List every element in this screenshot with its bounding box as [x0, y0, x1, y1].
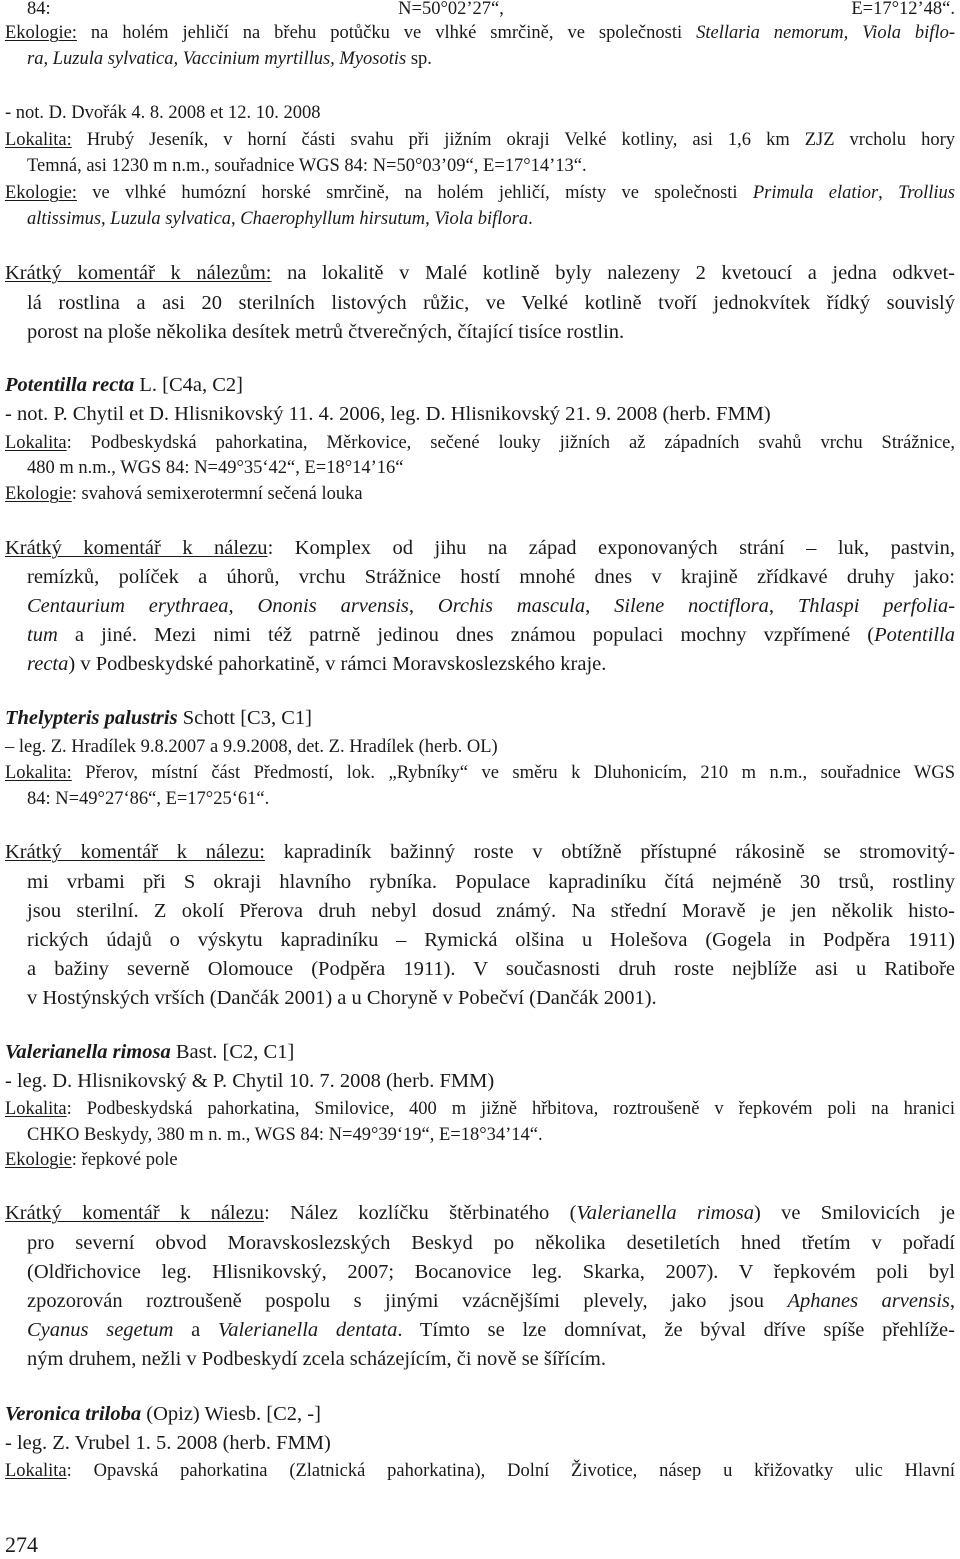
text-segment: 84: N=50°02’27“, E=17°12’48“. [27, 0, 955, 19]
text-segment: na lokalitě v Malé kotlině byly nalezeny 2 kvetoucí a jedna odkvet- [271, 262, 956, 284]
comment-line [27, 1262, 955, 1283]
comment-line [27, 625, 955, 646]
comment-line [27, 293, 955, 314]
text-segment: zpozorován roztroušeně pospolu s jinými vzácnějšími plevely, jako jsou [27, 1290, 788, 1312]
comment-line [27, 988, 657, 1009]
locality-line [5, 1462, 955, 1481]
comment-line [27, 322, 624, 343]
text-segment: . [528, 209, 533, 229]
ecology-line [5, 24, 955, 43]
text-segment: a jiné. Mezi nimi též patrně jedinou dnes známou populaci mochny vzpřímené ( [57, 624, 875, 646]
ecology-line [27, 210, 533, 229]
taxon-name: Veronica triloba [5, 1403, 142, 1425]
text-segment: pro severní obvod Moravskoslezských Beskyd po několika desetiletích hned třetím v pořadí [27, 1232, 955, 1254]
text-segment: - leg. Z. Vrubel 1. 5. 2008 (herb. FMM) [5, 1432, 331, 1454]
record-line [5, 738, 498, 757]
text-segment: lá rostlina a asi 20 sterilních listových růžic, ve Velké kotlině tvoří jednokvítek řídký souvislý [27, 292, 955, 314]
text-segment: ným druhem, nežli v Podbeskydí zcela scházejícím, či nově se šířícím. [27, 1348, 606, 1370]
text-segment: : řepkové pole [71, 1150, 178, 1170]
comment-line [27, 1320, 955, 1341]
text-segment: v Hostýnských vrších (Dančák 2001) a u Choryně v Pobečví (Dančák 2001). [27, 987, 657, 1009]
text-segment: ve vlhké humózní horské smrčině, na holém jehličí, místy ve společnosti [76, 183, 753, 203]
text-segment: . Tímto se lze domnívat, že býval dříve spíše přehlíže- [397, 1319, 955, 1341]
text-segment: porost na ploše několika desítek metrů čtverečných, čítající tisíce rostlin. [27, 321, 625, 343]
text-segment: , [585, 595, 615, 617]
text-segment: jsou sterilní. Z okolí Přerova druh nebyl dosud známý. Na střední Moravě je jen několik histo- [27, 900, 955, 922]
taxon-name: Viola biflora [434, 209, 529, 229]
locality-line [5, 1100, 955, 1119]
taxon-name: tum [27, 624, 58, 646]
taxon-name: Trollius [898, 183, 955, 203]
text-segment: , [101, 209, 111, 229]
locality-line [5, 764, 955, 783]
comment-line [27, 959, 955, 980]
taxon-name: Centaurium erythraea [27, 595, 229, 617]
text-segment: CHKO Beskydy, 380 m n. m., WGS 84: N=49°39‘19“, E=18°34’14“. [27, 1125, 543, 1145]
taxon-name: Aphanes arvensis [787, 1290, 950, 1312]
ecology-line [5, 485, 363, 504]
field-label: Krátký komentář k nálezům: [5, 262, 272, 284]
taxon-name: Ononis arvensis [257, 595, 409, 617]
species-heading [5, 1404, 321, 1425]
text-segment: : Komplex od jihu na západ exponovaných strání – luk, pastvin, [267, 537, 955, 559]
comment-line [5, 1203, 955, 1224]
field-label: Lokalita: [5, 130, 72, 150]
text-segment: – leg. Z. Hradílek 9.8.2007 a 9.9.2008, det. Z. Hradílek (herb. OL) [5, 737, 498, 757]
taxon-name: Potentilla recta [5, 374, 135, 396]
locality-line [27, 1126, 543, 1145]
text-segment: 84: N=49°27‘86“, E=17°25‘61“. [27, 789, 270, 809]
text-segment: , [231, 209, 241, 229]
text-segment: a bažiny severně Olomouce (Podpěra 1911). V současnosti druh roste nejblíže asi u Ratiboře [27, 958, 955, 980]
taxon-name: Valerianella dentata [217, 1319, 398, 1341]
taxon-name: Luzula sylvatica [110, 209, 232, 229]
record-line [5, 104, 321, 123]
text-segment: , [768, 595, 798, 617]
locality-line [27, 157, 587, 176]
field-label: Krátký komentář k nálezu: [5, 841, 265, 863]
taxon-name: Primula elatior [752, 183, 879, 203]
comment-line [5, 263, 955, 284]
taxon-name: Thelypteris palustris [5, 707, 178, 729]
comment-line [27, 930, 955, 951]
text-segment: kapradiník bažinný roste v obtížně přístupné rákosině se stromovitý- [264, 841, 955, 863]
text-segment: a [173, 1319, 218, 1341]
locality-line [5, 131, 955, 150]
comment-line [27, 872, 955, 893]
field-label: Lokalita: [5, 763, 72, 783]
field-label: Krátký komentář k nálezu [5, 1202, 265, 1224]
text-segment: : Podbeskydská pahorkatina, Smilovice, 400 m jižně hřbitova, roztroušeně v řepkovém poli na hranici [66, 1099, 955, 1119]
comment-line [27, 1233, 955, 1254]
page-number: 274 [5, 1532, 38, 1557]
coordinates-line [27, 0, 955, 19]
text-segment: , [408, 595, 438, 617]
text-segment: L. [C4a, C2] [134, 374, 243, 396]
taxon-name: Silene noctiflora [614, 595, 769, 617]
taxon-name: Cyanus segetum [27, 1319, 174, 1341]
taxon-name: Chaerophyllum hirsutum [240, 209, 426, 229]
text-segment: na holém jehličí na břehu potůčku ve vlhké smrčině, ve společnosti [76, 23, 697, 43]
text-segment: : Podbeskydská pahorkatina, Měrkovice, sečené louky jižních až západních svahů vrchu Strážnice, [66, 433, 955, 453]
text-segment: ) v Podbeskydské pahorkatině, v rámci Moravskoslezského kraje. [68, 653, 607, 675]
field-label: Lokalita [5, 433, 67, 453]
record-line [5, 1433, 331, 1454]
record-line [5, 404, 771, 425]
ecology-line [5, 184, 955, 203]
comment-line [27, 654, 606, 675]
text-segment: ) ve Smilovicích je [753, 1202, 955, 1224]
text-segment: , [878, 183, 899, 203]
text-segment: : Nález kozlíčku štěrbinatého ( [264, 1202, 577, 1224]
comment-line [27, 901, 955, 922]
text-segment: - leg. D. Hlisnikovský & P. Chytil 10. 7. 2008 (herb. FMM) [5, 1070, 495, 1092]
text-segment: - not. D. Dvořák 4. 8. 2008 et 12. 10. 2008 [5, 103, 321, 123]
taxon-name: Valerianella rimosa [576, 1202, 754, 1224]
comment-line [27, 1291, 955, 1312]
field-label: Ekologie [5, 1150, 72, 1170]
taxon-name: ra, Luzula sylvatica, Vaccinium myrtillus, Myosotis [27, 49, 407, 69]
taxon-name: Valerianella rimosa [5, 1041, 171, 1063]
comment-line [27, 567, 955, 588]
species-heading [5, 708, 312, 729]
locality-line [27, 790, 269, 809]
text-segment: rických údajů o výskytu kapradiníku – Rymická olšina u Holešova (Gogela in Podpěra 1911) [27, 929, 955, 951]
comment-line [5, 842, 955, 863]
text-segment: (Oldřichovice leg. Hlisnikovský, 2007; Bocanovice leg. Skarka, 2007). V řepkovém poli byl [27, 1261, 955, 1283]
locality-line [5, 434, 955, 453]
text-segment: mi vrbami při S okraji hlavního rybníka. Populace kapradiníku čítá nejméně 30 trsů, rostliny [27, 871, 955, 893]
field-label: Ekologie [5, 484, 72, 504]
text-segment: remízků, políček a úhorů, vrchu Strážnice hostí mnohé dnes v krajině zřídkavé druhy jako: [27, 566, 955, 588]
text-segment: Schott [C3, C1] [177, 707, 312, 729]
taxon-name: Potentilla [874, 624, 955, 646]
species-heading [5, 1042, 294, 1063]
field-label: Lokalita [5, 1099, 67, 1119]
field-label: Krátký komentář k nálezu [5, 537, 268, 559]
taxon-name: Thlaspi perfolia- [797, 595, 956, 617]
field-label: Ekologie: [5, 183, 77, 203]
species-heading [5, 375, 243, 396]
taxon-name: recta [27, 653, 69, 675]
text-segment: : Opavská pahorkatina (Zlatnická pahorkatina), Dolní Životice, násep u křižovatky ulic Hlavní [66, 1461, 955, 1481]
ecology-line [27, 50, 432, 69]
text-segment: 480 m n.m., WGS 84: N=49°35‘42“, E=18°14’16“ [27, 458, 404, 478]
text-segment: Temná, asi 1230 m n.m., souřadnice WGS 84: N=50°03’09“, E=17°14’13“. [27, 156, 587, 176]
text-segment: Přerov, místní část Předmostí, lok. „Rybníky“ ve směru k Dluhonicím, 210 m n.m., souřadnice WGS [71, 763, 955, 783]
comment-line [27, 596, 955, 617]
comment-line [5, 538, 955, 559]
taxon-name: Stellaria nemorum, Viola biflo- [696, 23, 956, 43]
text-segment: , [949, 1290, 955, 1312]
field-label: Ekologie: [5, 23, 77, 43]
record-line [5, 1071, 494, 1092]
text-segment: : svahová semixerotermní sečená louka [71, 484, 363, 504]
text-segment: Bast. [C2, C1] [170, 1041, 295, 1063]
field-label: Lokalita [5, 1461, 67, 1481]
comment-line [27, 1349, 606, 1370]
text-segment: (Opiz) Wiesb. [C2, -] [141, 1403, 321, 1425]
taxon-name: Orchis mascula [437, 595, 586, 617]
text-segment: , [425, 209, 435, 229]
text-segment: , [228, 595, 258, 617]
locality-line [27, 459, 404, 478]
ecology-line [5, 1151, 178, 1170]
text-segment: - not. P. Chytil et D. Hlisnikovský 11. 4. 2006, leg. D. Hlisnikovský 21. 9. 2008 (herb. FMM) [5, 403, 771, 425]
text-segment: Hrubý Jeseník, v horní části svahu při jižním okraji Velké kotliny, asi 1,6 km ZJZ vrcholu hory [71, 130, 955, 150]
text-segment: sp. [406, 49, 432, 69]
taxon-name: altissimus [27, 209, 102, 229]
